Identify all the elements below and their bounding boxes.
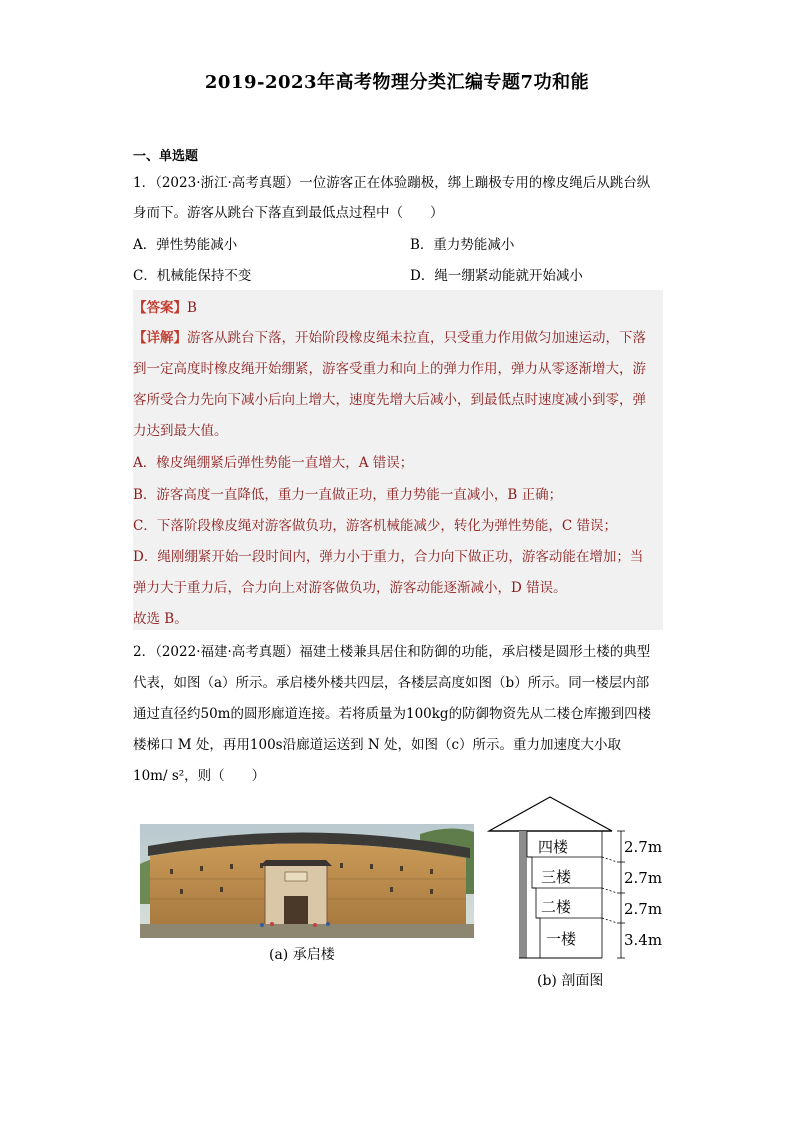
height-label-1: 3.4m — [624, 931, 663, 949]
analysis-b: B．游客高度一直降低，重力一直做正功，重力势能一直减小，B 正确； — [133, 487, 563, 503]
height-label-3: 2.7m — [624, 869, 663, 887]
detail-line-1 — [133, 326, 663, 346]
q2-line-3: 通过直径约50m的圆形廊道连接。若将质量为100kg的防御物资先从二楼仓库搬到四楼 — [133, 706, 652, 722]
detail-line-3: 客所受合力先向下减小后向上增大，速度先增大后减小，到最低点时速度减小到零，弹 — [133, 392, 646, 408]
analysis-c: C．下落阶段橡皮绳对游客做负功，游客机械能减少，转化为弹性势能，C 错误； — [133, 518, 617, 534]
analysis-d-1: D．绳刚绷紧开始一段时间内，弹力小于重力，合力向下做正功，游客动能在增加；当 — [133, 549, 644, 565]
height-label-4: 2.7m — [624, 838, 663, 856]
floor-label-4: 四楼 — [538, 838, 569, 856]
section-diagram — [484, 795, 664, 965]
figure-b-caption: (b) 剖面图 — [537, 973, 604, 989]
answer-value: B — [187, 300, 197, 316]
detail-line-2: 到一定高度时橡皮绳开始绷紧，游客受重力和向上的弹力作用，弹力从零逐渐增大，游 — [133, 361, 646, 377]
q2-line-1: 2．（2022·福建·高考真题）福建土楼兼具居住和防御的功能，承启楼是圆形土楼的典型 — [133, 644, 651, 660]
q1-option-c: C．机械能保持不变 — [133, 268, 252, 284]
q2-line-2: 代表，如图（a）所示。承启楼外楼共四层，各楼层高度如图（b）所示。同一楼层内部 — [133, 675, 650, 691]
detail-text-1: 游客从跳台下落，开始阶段橡皮绳未拉直，只受重力作用做匀加速运动，下落 — [187, 330, 646, 346]
answer-line — [133, 296, 663, 316]
final-answer: 故选 B。 — [133, 611, 188, 627]
q2-line-4: 楼梯口 M 处，再用100s沿廊道运送到 N 处，如图（c）所示。重力加速度大小取 — [133, 737, 622, 753]
question-1-text: 1．（2023·浙江·高考真题）一位游客正在体验蹦极，绑上蹦极专用的橡皮绳后从跳台纵身而下。游客从跳台下落直到最低点过程中（ ） — [133, 175, 651, 221]
height-label-2: 2.7m — [624, 900, 663, 918]
q1-option-d: D．绳一绷紧动能就开始减小 — [410, 268, 583, 284]
floor-label-3: 三楼 — [541, 868, 572, 886]
figure-a-caption: (a) 承启楼 — [269, 947, 335, 963]
analysis-a: A．橡皮绳绷紧后弹性势能一直增大，A 错误； — [133, 455, 414, 471]
page-title: 2019-2023年高考物理分类汇编专题7功和能 — [204, 72, 590, 93]
q1-option-b: B．重力势能减小 — [410, 237, 515, 253]
detail-tag: 【详解】 — [133, 330, 187, 346]
analysis-d-2: 弹力大于重力后，合力向上对游客做负功，游客动能逐渐减小，D 错误。 — [133, 580, 567, 596]
q2-line-5: 10m/ s²，则（ ） — [133, 768, 266, 784]
floor-label-1: 一楼 — [546, 930, 577, 948]
floor-label-2: 二楼 — [541, 898, 572, 916]
detail-line-4: 力达到最大值。 — [133, 423, 228, 439]
section-heading: 一、单选题 — [133, 149, 199, 164]
q1-option-a: A．弹性势能减小 — [133, 237, 238, 253]
answer-tag: 【答案】 — [133, 300, 187, 316]
tulou-photo — [140, 824, 474, 938]
